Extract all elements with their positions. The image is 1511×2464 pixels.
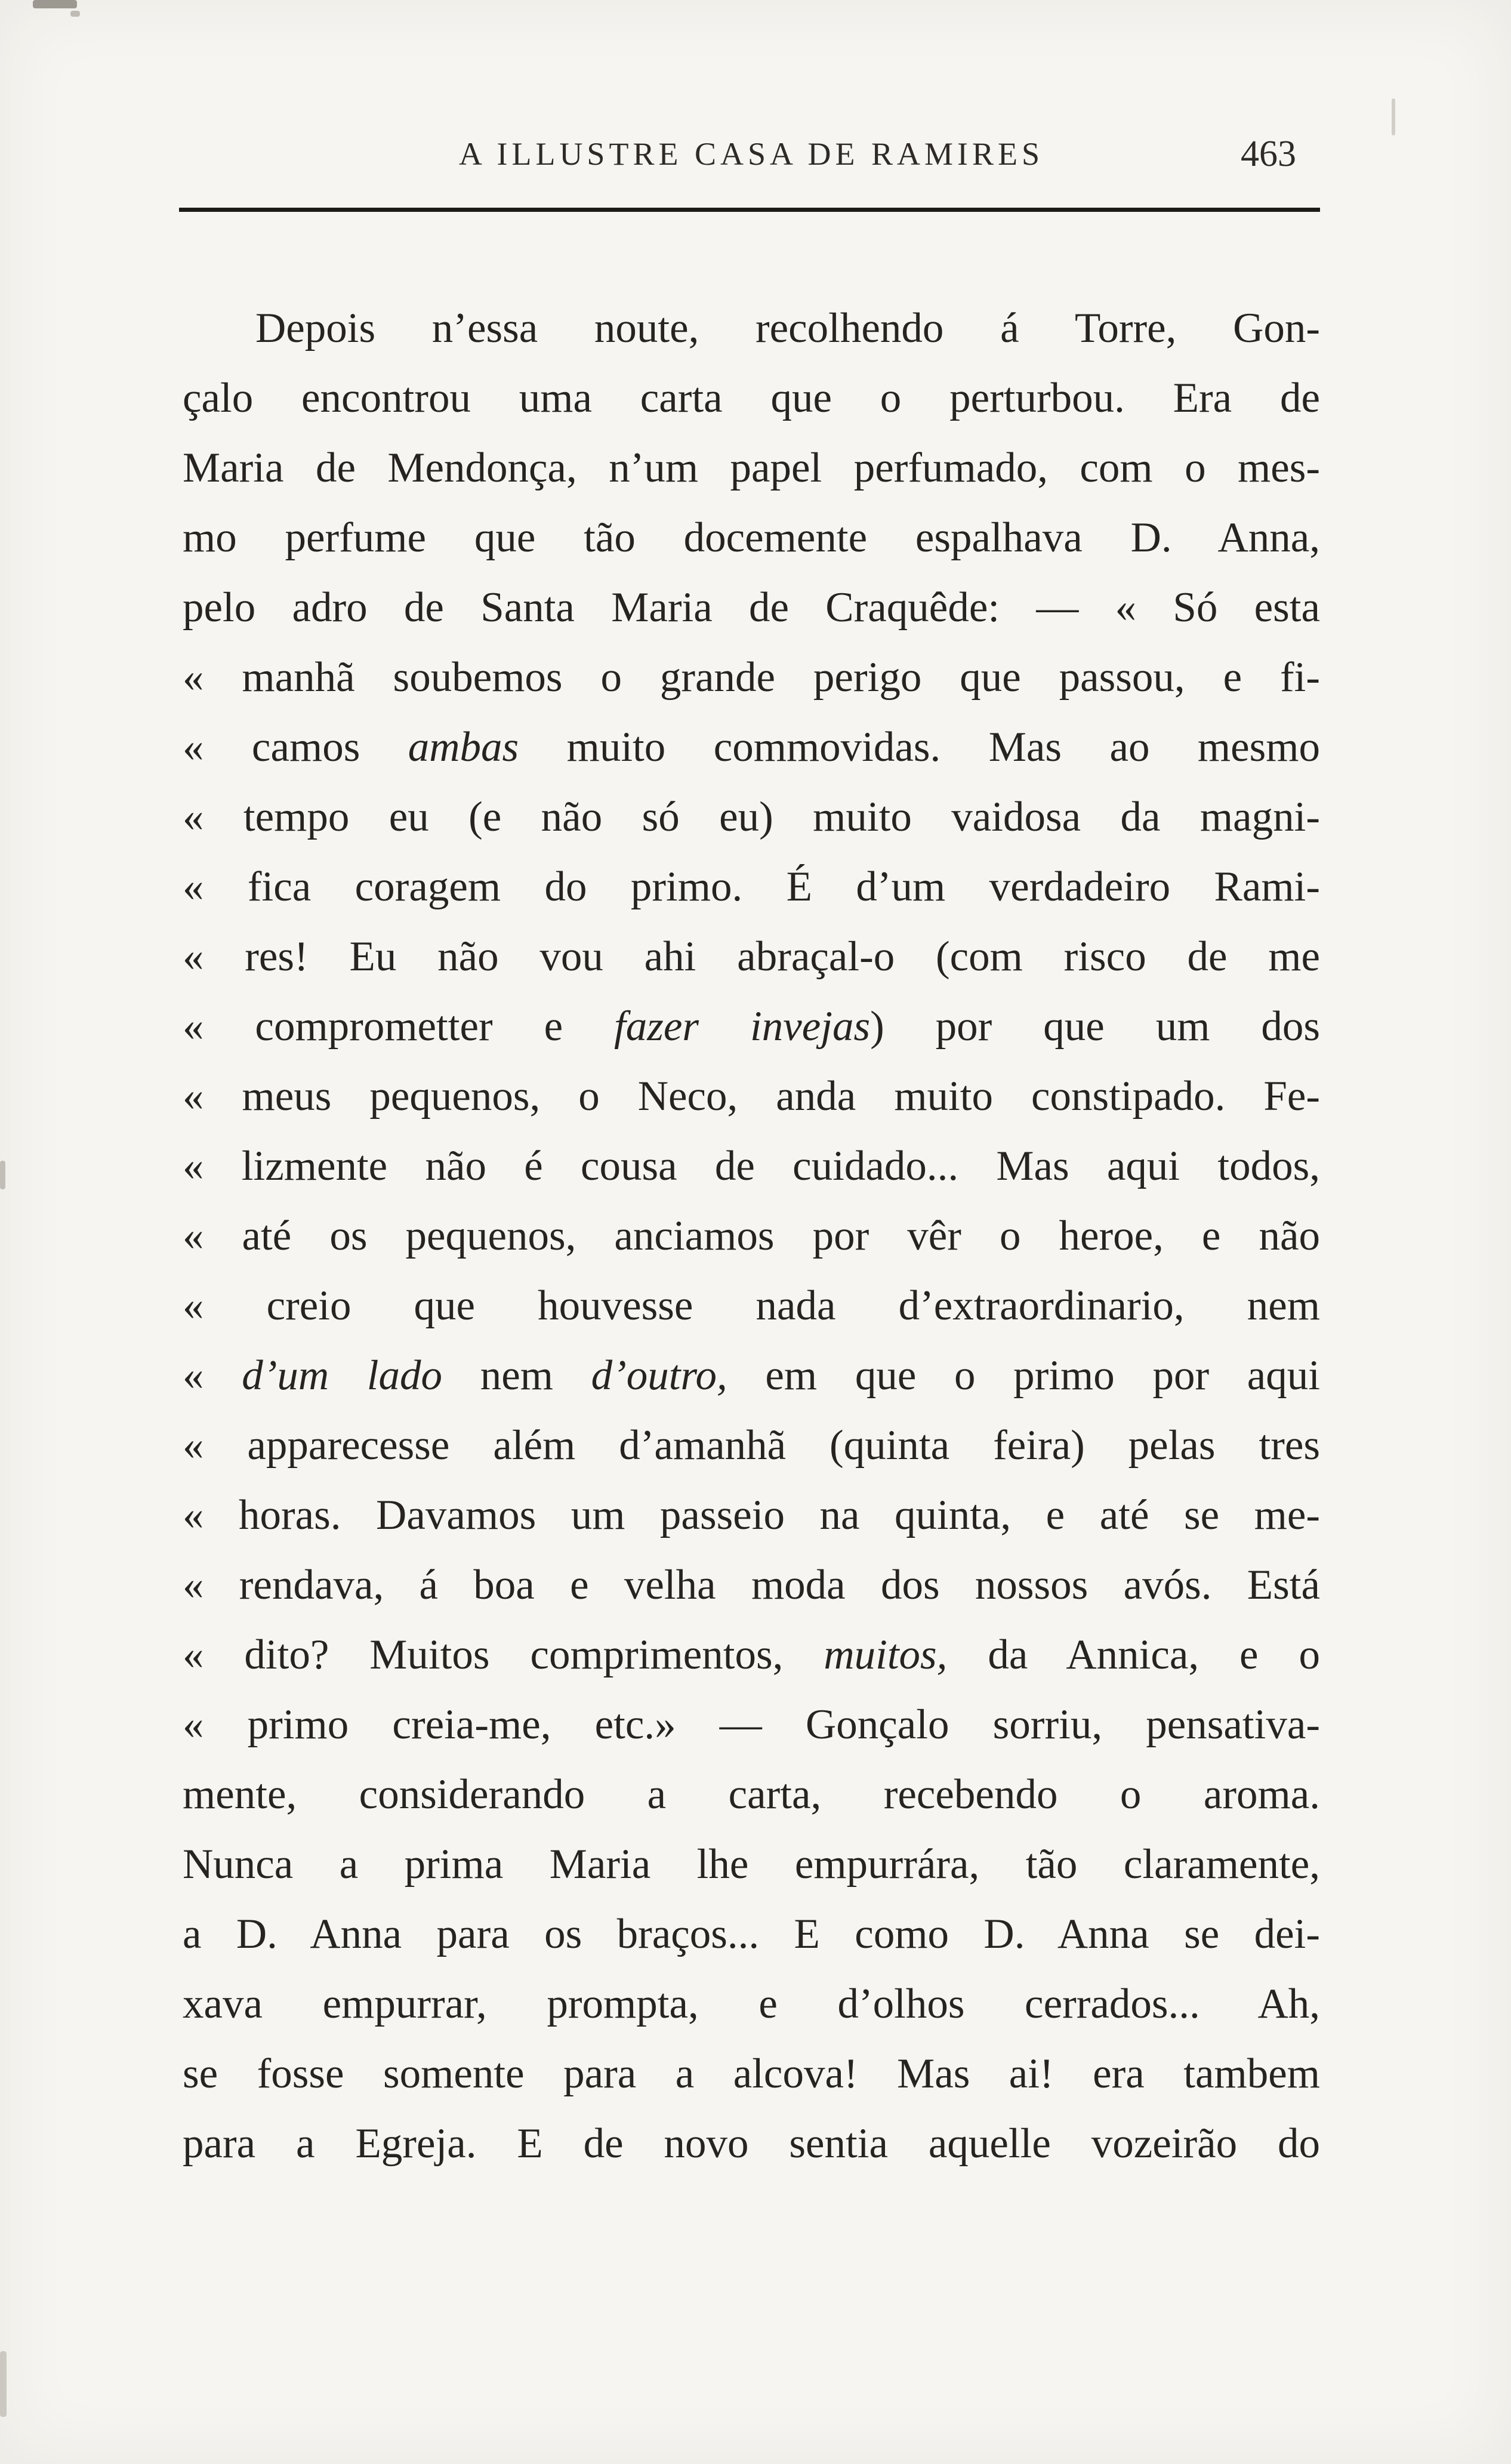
body-text: xava empurrar, prompta, e d’olhos cerrados... Ah, (183, 1981, 1320, 2027)
text-line (183, 1411, 1320, 1481)
text-line (183, 1620, 1320, 1690)
scan-artifact (1392, 98, 1395, 135)
body-text: « dito? Muitos comprimentos, (183, 1632, 824, 1678)
body-text: mente, considerando a carta, recebendo o aroma. (183, 1771, 1320, 1818)
text-line (183, 1062, 1320, 1131)
text-line (183, 1690, 1320, 1760)
text-line (183, 1201, 1320, 1271)
text-line (183, 782, 1320, 852)
text-line (183, 2039, 1320, 2109)
body-text: pelo adro de Santa Maria de Craquêde: — « Só esta (183, 584, 1320, 631)
text-line (183, 294, 1320, 363)
body-text: « (183, 1352, 242, 1399)
body-text: Maria de Mendonça, n’um papel perfumado, com o mes- (183, 445, 1320, 491)
text-line (183, 1131, 1320, 1201)
text-line (183, 992, 1320, 1062)
text-line (183, 433, 1320, 503)
body-text: muito commovidas. Mas ao mesmo (519, 724, 1320, 770)
body-text: « apparecesse além d’amanhã (quinta feira) pelas tres (183, 1422, 1320, 1469)
running-header-title: A ILLUSTRE CASA DE RAMIRES (458, 136, 1044, 172)
text-line (183, 573, 1320, 643)
text-line (183, 852, 1320, 922)
scan-artifact (33, 0, 77, 8)
body-text: em que o primo por aqui (727, 1352, 1321, 1399)
text-line (183, 1341, 1320, 1411)
page-number: 463 (1241, 134, 1296, 174)
body-text: « manhã soubemos o grande perigo que passou, e fi- (183, 654, 1320, 701)
header-rule (179, 208, 1320, 212)
body-text: nem (442, 1352, 591, 1399)
italic-text: d’outro, (591, 1352, 727, 1399)
page-body (183, 294, 1320, 2179)
body-text: « res! Eu não vou ahi abraçal-o (com risco de me (183, 933, 1320, 980)
body-text: « até os pequenos, anciamos por vêr o heroe, e não (183, 1213, 1320, 1259)
scan-artifact (70, 11, 80, 17)
text-line (183, 1899, 1320, 1969)
text-line (183, 1271, 1320, 1341)
body-text: « camos (183, 724, 408, 770)
running-header (183, 130, 1320, 178)
body-text: « creio que houvesse nada d’extraordinario, nem (183, 1282, 1320, 1329)
body-text: « lizmente não é cousa de cuidado... Mas aqui todos, (183, 1143, 1320, 1189)
italic-text: ambas (408, 724, 519, 770)
italic-text: muitos, (824, 1632, 948, 1678)
body-text: « fica coragem do primo. É d’um verdadeiro Rami- (183, 864, 1320, 910)
body-text: Nunca a prima Maria lhe empurrára, tão claramente, (183, 1841, 1320, 1888)
text-line (183, 1550, 1320, 1620)
body-text: « tempo eu (e não só eu) muito vaidosa da magni- (183, 794, 1320, 840)
scan-artifact (0, 1161, 5, 1189)
text-line (183, 1481, 1320, 1550)
body-text: « horas. Davamos um passeio na quinta, e até se me- (183, 1492, 1320, 1538)
body-text: « comprometter e (183, 1003, 615, 1050)
body-text: « primo creia-me, etc.» — Gonçalo sorriu, pensativa- (183, 1701, 1320, 1748)
body-text: ) por que um dos (870, 1003, 1320, 1050)
body-text: mo perfume que tão docemente espalhava D. Anna, (183, 514, 1320, 561)
text-line (183, 713, 1320, 782)
body-text: çalo encontrou uma carta que o perturbou. Era de (183, 375, 1320, 421)
body-text: Depois n’essa noute, recolhendo á Torre, Gon- (255, 305, 1320, 351)
body-text: para a Egreja. E de novo sentia aquelle vozeirão do (183, 2120, 1320, 2167)
text-line (183, 1969, 1320, 2039)
text-line (183, 1830, 1320, 1899)
italic-text: d’um lado (242, 1352, 443, 1399)
body-text: a D. Anna para os braços... E como D. Anna se dei- (183, 1911, 1320, 1957)
text-line (183, 2109, 1320, 2179)
text-line (183, 1760, 1320, 1830)
italic-text: fazer invejas (614, 1003, 871, 1050)
text-line (183, 503, 1320, 573)
scan-artifact (0, 2351, 7, 2417)
body-text: se fosse somente para a alcova! Mas ai! era tambem (183, 2050, 1320, 2097)
text-line (183, 363, 1320, 433)
body-text: « meus pequenos, o Neco, anda muito constipado. Fe- (183, 1073, 1320, 1120)
body-text: « rendava, á boa e velha moda dos nossos avós. Está (183, 1562, 1320, 1608)
text-line (183, 643, 1320, 713)
body-text: da Annica, e o (947, 1632, 1320, 1678)
text-line (183, 922, 1320, 992)
